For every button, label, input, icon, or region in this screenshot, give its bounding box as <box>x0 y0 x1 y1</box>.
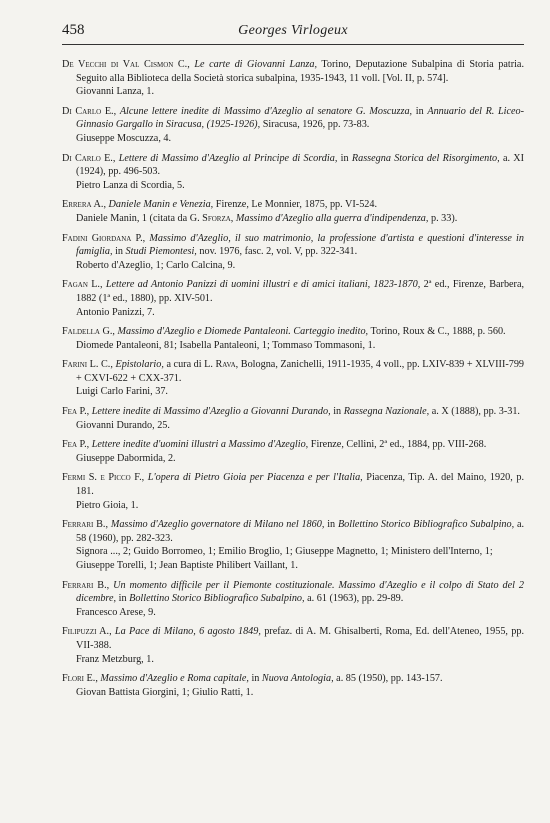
correspondent-text: Daniele Manin, 1 (citata da G. <box>76 212 200 224</box>
entry-author: Fagan L., <box>62 279 103 291</box>
entry-details: a. X (1888), pp. 3-31. <box>431 406 520 418</box>
entry-details: Firenze, Cellini, 2ª ed., 1884, pp. VIII-268. <box>310 439 487 451</box>
entry-title: Lettere inedite d'uomini illustri a Massimo d'Azeglio, <box>91 439 309 451</box>
entry-details: Piacenza, Tip. A. del Maino, 1920, p. 181. <box>76 472 525 498</box>
entry-details: prefaz. di A. M. Ghisalberti, Roma, Ed. dell'Ateneo, 1955, pp. VII-388. <box>76 626 525 651</box>
entry-journal: Annuario del R. Liceo-Ginnasio Gargallo in Siracusa, (1925-1926), <box>76 105 525 131</box>
entry-citation <box>62 152 524 179</box>
entry-citation <box>62 471 524 498</box>
entry-citation <box>62 672 524 686</box>
entry-citation <box>62 325 524 339</box>
entry-details: a. 61 (1963), pp. 29-89. <box>307 593 404 605</box>
bibliography-entry <box>62 198 524 225</box>
entry-connector: in <box>333 406 342 418</box>
entry-connector: in <box>115 246 123 258</box>
entry-correspondents: Franz Metzburg, 1. <box>76 653 154 665</box>
entry-correspondents: Francesco Arese, 9. <box>76 606 156 618</box>
entry-correspondents <box>62 212 524 226</box>
entry-details: Torino, Roux & C., 1888, p. 560. <box>370 326 506 338</box>
entry-citation <box>62 105 524 132</box>
entry-journal: Bollettino Storico Bibliografico Subalpino, <box>337 519 515 531</box>
entry-author: Fadini Giordana P., <box>62 232 146 244</box>
bibliography-entry <box>62 278 524 319</box>
entry-author: Ferrari B., <box>62 579 110 591</box>
entry-details: a. 58 (1960), pp. 282-323. <box>76 519 525 544</box>
entry-citation <box>62 358 524 385</box>
entry-author: Farini L. C., <box>62 359 113 371</box>
entry-title: Lettere inedite di Massimo d'Azeglio a Giovanni Durando, <box>91 406 331 418</box>
entry-correspondents: Pietro Gioia, 1. <box>76 499 139 511</box>
entry-correspondents: Giovanni Durando, 25. <box>76 419 170 431</box>
entry-journal: Nuova Antologia, <box>261 673 334 685</box>
entry-author: Flori E., <box>62 673 98 685</box>
entry-correspondents: Giuseppe Moscuzza, 4. <box>76 132 172 144</box>
bibliography-entry <box>62 325 524 352</box>
entry-details: a. XI (1924), pp. 496-503. <box>76 152 525 178</box>
bibliography-list <box>62 58 524 705</box>
entry-details: Siracusa, 1926, pp. 73-83. <box>262 119 370 131</box>
entry-citation <box>62 438 524 452</box>
entry-details: a. 85 (1950), pp. 143-157. <box>336 673 443 685</box>
entry-details: Firenze, Le Monnier, 1875, pp. VI-524. <box>215 199 378 211</box>
entry-author: Faldella G., <box>62 326 115 338</box>
entry-author: Di Carlo E., <box>62 152 116 164</box>
entry-journal: Rassegna Storica del Risorgimento, <box>351 152 500 164</box>
cited-page: p. 33). <box>430 212 458 224</box>
entry-title: La Pace di Milano, 6 agosto 1849, <box>114 626 261 638</box>
entry-correspondents: Luigi Carlo Farini, 37. <box>76 386 168 398</box>
entry-journal: Bollettino Storico Bibliografico Subalpino, <box>129 593 305 605</box>
entry-author: Errera A., <box>62 199 106 211</box>
entry-correspondents: Roberto d'Azeglio, 1; Carlo Calcina, 9. <box>76 259 236 271</box>
bibliography-entry <box>62 58 524 99</box>
entry-journal: Rassegna Nazionale, <box>343 406 430 418</box>
entry-citation <box>62 198 524 212</box>
bibliography-entry <box>62 471 524 512</box>
entry-correspondents: Giovanni Lanza, 1. <box>76 86 155 98</box>
entry-connector: a cura di L. <box>166 359 213 371</box>
entry-details: nov. 1976, fasc. 2, vol. V, pp. 322-341. <box>199 246 358 258</box>
entry-correspondents: Giovan Battista Giorgini, 1; Giulio Ratti, 1. <box>76 686 254 698</box>
running-title: Georges Virlogeux <box>238 23 348 38</box>
bibliography-entry <box>62 625 524 666</box>
entry-connector: in <box>251 673 260 685</box>
bibliography-entry <box>62 579 524 620</box>
bibliography-entry <box>62 438 524 465</box>
page-header <box>62 20 524 45</box>
entry-connector: in <box>327 519 336 531</box>
bibliography-entry <box>62 672 524 699</box>
entry-author: Di Carlo E., <box>62 105 117 117</box>
entry-connector: in <box>118 593 127 605</box>
entry-details: Torino, Deputazione Subalpina di Storia patria. Seguito alla Biblioteca della Società storica subalpina, 1935-1943, 11 voll. [Vol. II, p. 574]. <box>76 59 524 84</box>
entry-title: Le carte di Giovanni Lanza, <box>194 59 317 70</box>
entry-author: Fermi S. e Picco F., <box>62 472 145 484</box>
bibliography-entry <box>62 358 524 399</box>
entry-citation <box>62 579 524 606</box>
entry-citation <box>62 405 524 419</box>
entry-author: Filipuzzi A., <box>62 626 112 638</box>
cited-title: Massimo d'Azeglio alla guerra d'indipendenza, <box>235 212 429 224</box>
entry-title: Alcune lettere inedite di Massimo d'Azeglio al senatore G. Moscuzza, <box>119 105 413 117</box>
entry-citation <box>62 625 524 652</box>
entry-title: Daniele Manin e Venezia, <box>108 199 214 211</box>
entry-details: Bologna, Zanichelli, 1911-1935, 4 voll., pp. LXIV-839 + XLVIII-799 + CXVI-622 + CXX-371. <box>76 359 525 384</box>
entry-title: Massimo d'Azeglio, il suo matrimonio, la professione d'artista e questioni d'interesse in famiglia, <box>76 232 524 258</box>
entry-title: Lettere ad Antonio Panizzi di uomini illustri e di amici italiani, 1823-1870, <box>105 279 421 291</box>
entry-correspondents: Antonio Panizzi, 7. <box>76 306 155 318</box>
entry-correspondents: Giuseppe Dabormida, 2. <box>76 452 176 464</box>
entry-author: Fea P., <box>62 439 90 451</box>
entry-journal: Studi Piemontesi, <box>125 246 197 258</box>
entry-citation <box>62 58 524 85</box>
bibliography-entry <box>62 152 524 193</box>
bibliography-entry <box>62 518 524 572</box>
entry-author: Fea P., <box>62 406 90 418</box>
entry-details: 2ª ed., Firenze, Barbera, 1882 (1ª ed., 1880), pp. XIV-501. <box>76 279 525 304</box>
bibliography-entry <box>62 405 524 432</box>
entry-citation <box>62 278 524 305</box>
entry-title: L'opera di Pietro Gioia per Piacenza e per l'Italia, <box>147 472 363 484</box>
entry-author: Ferrari B., <box>62 519 109 531</box>
entry-author: De Vecchi di Val Cismon C., <box>62 59 190 70</box>
entry-correspondents: Diomede Pantaleoni, 81; Isabella Pantaleoni, 1; Tommaso Tommasoni, 1. <box>76 339 376 351</box>
entry-title: Massimo d'Azeglio governatore di Milano nel 1860, <box>110 519 325 531</box>
entry-connector: in <box>415 105 424 117</box>
cited-author: Sforza, <box>202 212 234 224</box>
bibliography-entry <box>62 232 524 273</box>
entry-correspondents: Pietro Lanza di Scordia, 5. <box>76 179 185 191</box>
entry-title: Massimo d'Azeglio e Diomede Pantaleoni. Carteggio inedito, <box>117 326 369 338</box>
entry-citation <box>62 518 524 545</box>
entry-editor: Rava, <box>215 359 239 371</box>
entry-citation <box>62 232 524 259</box>
entry-title: Lettere di Massimo d'Azeglio al Principe di Scordia, <box>118 152 338 164</box>
bibliography-entry <box>62 105 524 146</box>
entry-correspondents: Signora ..., 2; Guido Borromeo, 1; Emilio Broglio, 1; Giuseppe Magnetto, 1; Ministero dell'Interno, 1; Giuseppe Torelli, 1; Jean Baptiste Philibert Vaillant, 1. <box>76 546 493 571</box>
entry-connector: in <box>340 152 349 164</box>
page-number: 458 <box>62 22 85 38</box>
entry-title: Epistolario, <box>115 359 164 371</box>
entry-title: Un momento difficile per il Piemonte costituzionale. Massimo d'Azeglio e il colpo di Stato del 2 dicembre, <box>76 579 524 605</box>
entry-title: Massimo d'Azeglio e Roma capitale, <box>100 673 249 685</box>
